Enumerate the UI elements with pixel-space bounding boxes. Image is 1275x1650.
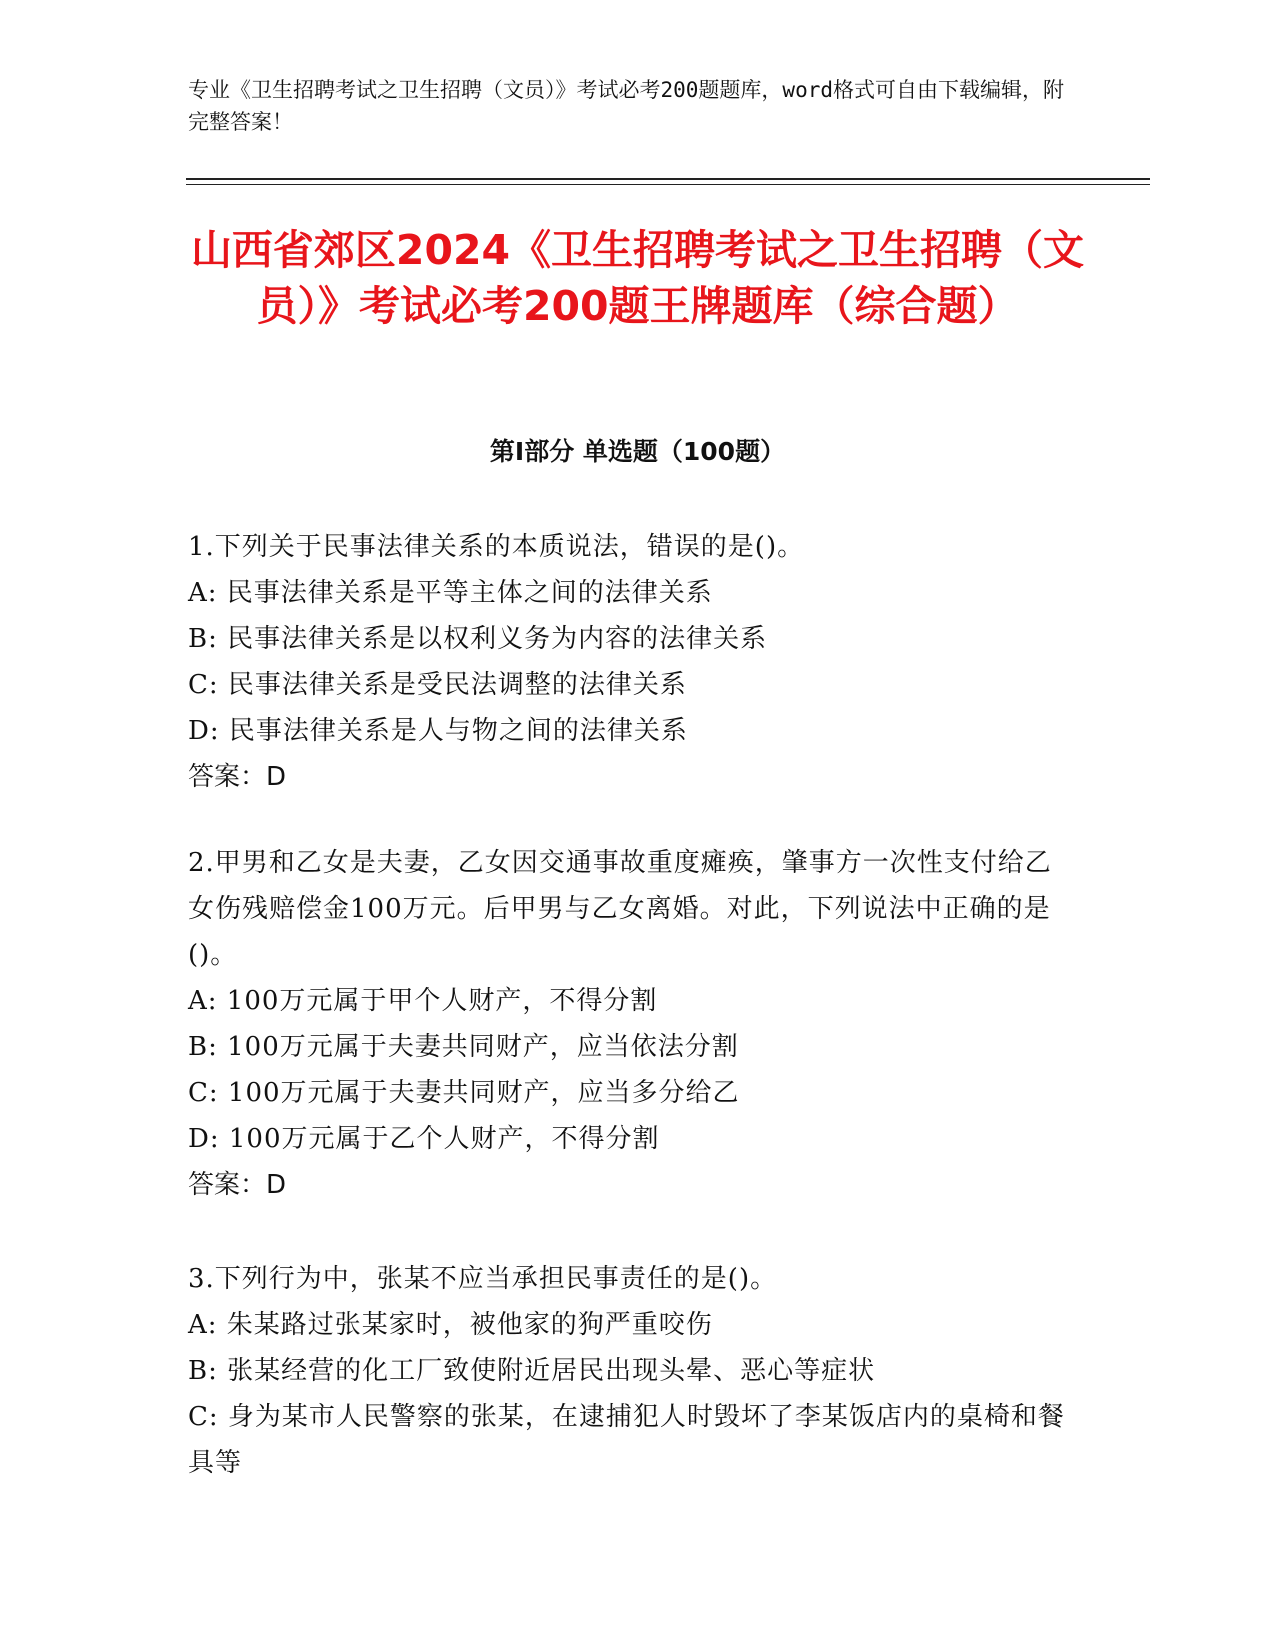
option-a: A: 100万元属于甲个人财产，不得分割: [188, 986, 658, 1016]
option-d: D: 100万元属于乙个人财产，不得分割: [188, 1124, 660, 1154]
option-c: C: 民事法律关系是受民法调整的法律关系: [188, 670, 687, 700]
answer: 答案：D: [188, 762, 287, 792]
question-2: [188, 840, 1078, 1208]
option-c: C: 身为某市人民警察的张某，在逮捕犯人时毁坏了李某饭店内的桌椅和餐具等: [188, 1402, 1065, 1478]
header-rule-thick: [186, 178, 1150, 180]
header-note: 专业《卫生招聘考试之卫生招聘（文员）》考试必考200题题库，word格式可自由下载编辑，附完整答案！: [188, 78, 1064, 134]
question-1: [188, 524, 1078, 800]
section-heading: 第I部分 单选题（100题）: [489, 437, 786, 466]
header-rule-thin: [186, 184, 1150, 185]
option-b: B: 张某经营的化工厂致使附近居民出现头晕、恶心等症状: [188, 1356, 876, 1386]
option-b: B: 100万元属于夫妻共同财产，应当依法分割: [188, 1032, 739, 1062]
option-d: D: 民事法律关系是人与物之间的法律关系: [188, 716, 688, 746]
question-stem: 1.下列关于民事法律关系的本质说法，错误的是()。: [188, 532, 805, 562]
option-a: A: 民事法律关系是平等主体之间的法律关系: [188, 578, 713, 608]
document-title: 山西省郊区2024《卫生招聘考试之卫生招聘（文员）》考试必考200题王牌题库（综合题）: [190, 226, 1085, 330]
option-a: A: 朱某路过张某家时，被他家的狗严重咬伤: [188, 1310, 713, 1340]
question-3: [188, 1256, 1078, 1486]
option-b: B: 民事法律关系是以权利义务为内容的法律关系: [188, 624, 768, 654]
question-stem: 2.甲男和乙女是夫妻，乙女因交通事故重度瘫痪，肇事方一次性支付给乙女伤残赔偿金100万元。后甲男与乙女离婚。对此，下列说法中正确的是()。: [188, 848, 1052, 970]
question-stem: 3.下列行为中，张某不应当承担民事责任的是()。: [188, 1264, 778, 1294]
option-c: C: 100万元属于夫妻共同财产，应当多分给乙: [188, 1078, 740, 1108]
answer: 答案：D: [188, 1170, 287, 1200]
